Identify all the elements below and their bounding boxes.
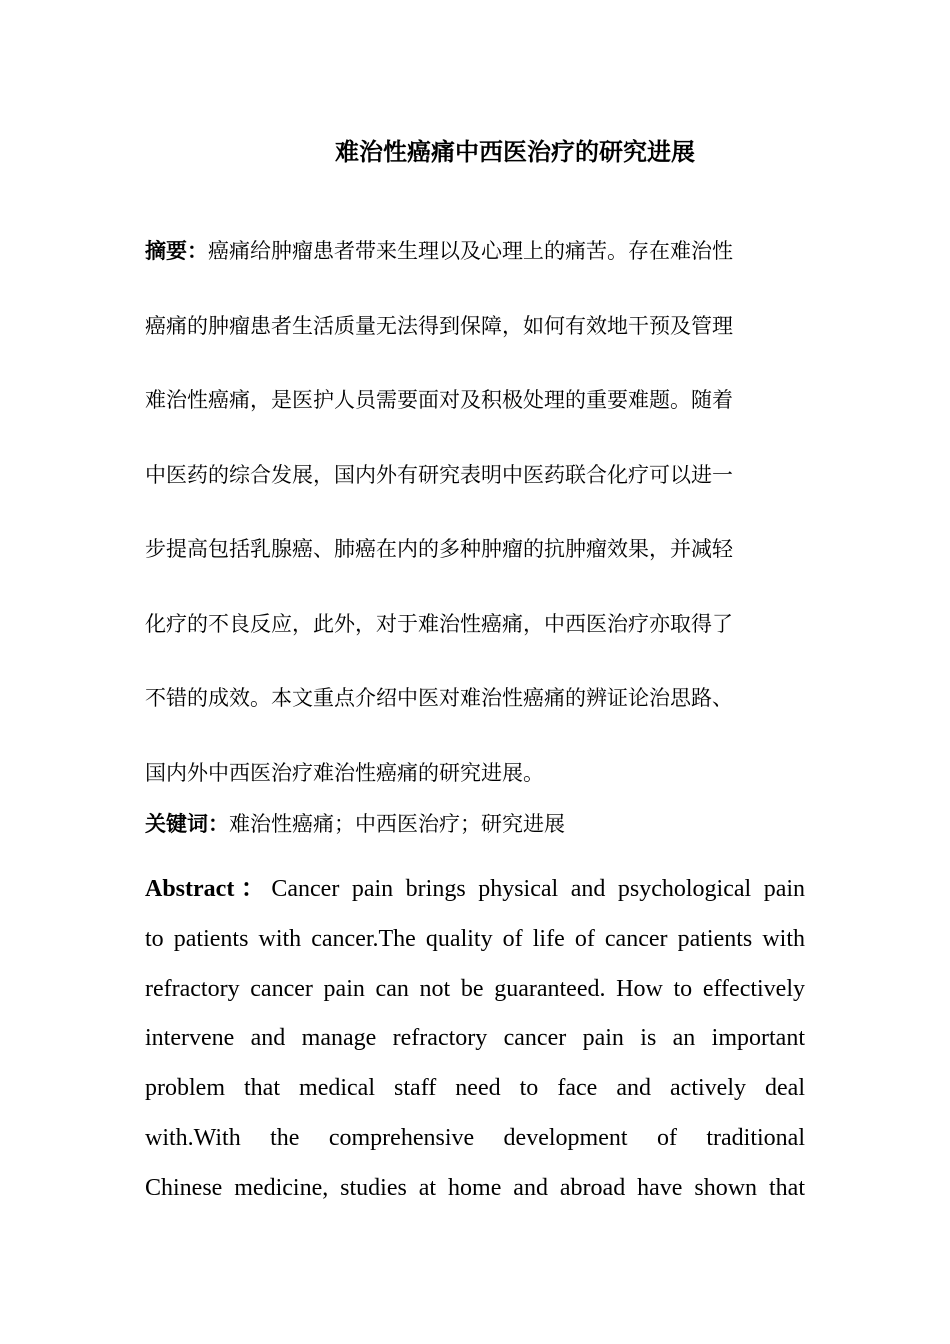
chinese-abstract-line-2: 癌痛的肿瘤患者生活质量无法得到保障，如何有效地干预及管理 — [145, 313, 733, 338]
keywords-text: 难治性癌痛；中西医治疗；研究进展 — [229, 812, 565, 836]
english-abstract-line-1 — [145, 865, 805, 915]
chinese-abstract-line-3: 难治性癌痛，是医护人员需要面对及积极处理的重要难题。随着 — [145, 388, 733, 412]
english-abstract-label: Abstract： — [145, 876, 272, 902]
english-abstract-line-2: to patients with cancer.The quality of life of cancer patients with — [145, 925, 805, 952]
chinese-abstract-text: 癌痛给肿瘤患者带来生理以及心理上的痛苦。存在难治性 — [208, 239, 733, 263]
english-abstract-text: Cancer pain brings physical and psychological pain — [271, 876, 806, 902]
chinese-abstract-line-1 — [145, 214, 805, 289]
paper-title: 难治性癌痛中西医治疗的研究进展 — [335, 137, 695, 166]
keywords — [145, 804, 805, 844]
english-abstract-line-4: intervene and manage refractory cancer pain is an important — [145, 1025, 805, 1052]
english-abstract-line-7: Chinese medicine, studies at home and abroad have shown that — [145, 1174, 805, 1201]
english-abstract — [145, 865, 805, 1214]
keywords-label: 关键词： — [145, 811, 229, 836]
chinese-abstract-line-8: 国内外中西医治疗难治性癌痛的研究进展。 — [145, 760, 544, 785]
chinese-abstract — [145, 214, 805, 810]
chinese-abstract-label: 摘要： — [145, 238, 208, 263]
chinese-abstract-line-6: 化疗的不良反应，此外，对于难治性癌痛，中西医治疗亦取得了 — [145, 611, 733, 636]
english-abstract-line-6: with.With the comprehensive development of traditional — [145, 1124, 805, 1151]
chinese-abstract-line-5: 步提高包括乳腺癌、肺癌在内的多种肿瘤的抗肿瘤效果，并减轻 — [145, 537, 733, 561]
english-abstract-line-5: problem that medical staff need to face and actively deal — [145, 1075, 805, 1102]
english-abstract-line-3: refractory cancer pain can not be guaranteed. How to effectively — [145, 975, 805, 1002]
chinese-abstract-line-7: 不错的成效。本文重点介绍中医对难治性癌痛的辨证论治思路、 — [145, 686, 733, 710]
chinese-abstract-line-4: 中医药的综合发展，国内外有研究表明中医药联合化疗可以进一 — [145, 462, 733, 487]
